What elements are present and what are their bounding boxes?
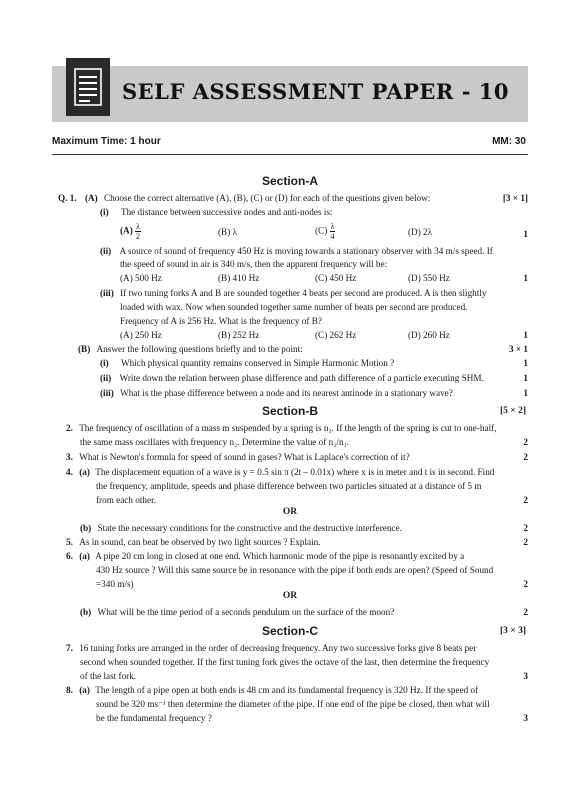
frac-a-num: λ: [136, 222, 140, 231]
section-b-marks: [5 × 2]: [500, 406, 526, 416]
paper-title: SELF ASSESSMENT PAPER - 10: [122, 79, 509, 104]
q1-b-iii-text: What is the phase difference between a node and its nearest antinode in a stationary wave?: [120, 388, 453, 398]
q7-label: 7.: [66, 643, 73, 653]
fraction-lambda-2: [135, 222, 141, 241]
q1-i-mark: 1: [523, 229, 528, 239]
q1-iii-label: (iii): [100, 288, 114, 298]
q1-ii-line2: the speed of sound in air is 340 m/s, then the apparent frequency will be:: [120, 259, 388, 269]
q1-iii-mark: 1: [523, 330, 528, 340]
q8a-text1: The length of a pipe open at both ends is 48 cm and its fundamental frequency is 320 Hz. If the speed of: [95, 685, 479, 695]
q5-mark: 2: [523, 537, 528, 547]
q1-iii-line3: Frequency of A is 256 Hz. What is the frequency of B?: [120, 316, 322, 326]
q3-line: [66, 451, 410, 463]
q3-text: What is Newton's formula for speed of sound in gases? What is Laplace's correction of it?: [79, 452, 410, 462]
q5-label: 5.: [66, 537, 73, 547]
q4a-line3: from each other.: [96, 495, 156, 505]
q3-label: 3.: [66, 452, 73, 462]
q1-iii-option-a: (A) 250 Hz: [120, 330, 162, 340]
q6a-mark: 2: [523, 579, 528, 589]
q1-iii-line2: loaded with wax. Now when sounded together same number of beats per second are produced.: [120, 302, 468, 312]
q1-i-text: The distance between successive nodes and anti-nodes is:: [120, 207, 333, 217]
q1-a-text: Choose the correct alternative (A), (B), (C) or (D) for each of the questions given below:: [104, 193, 431, 203]
section-b-title: Section-B: [261, 404, 318, 418]
q6a-line3: =340 m/s): [96, 579, 134, 589]
q1-b-ii-text: Write down the relation between phase difference and path difference of a particle executing SHM.: [119, 373, 484, 383]
q1-b-i-text: Which physical quantity remains conserved in Simple Harmonic Motion ?: [120, 358, 395, 368]
q1-iii-option-c: (C) 262 Hz: [315, 330, 357, 340]
or-divider-1: OR: [282, 507, 298, 517]
q1-ii-line1: [100, 245, 493, 257]
q7-mark: 3: [523, 671, 528, 681]
q4b-text: State the necessary conditions for the constructive and the destructive interference.: [97, 523, 402, 533]
q1-ii-option-a: (A) 500 Hz: [120, 273, 162, 283]
q4a-label: (a): [79, 467, 90, 477]
q1-ii-option-d: (D) 550 Hz: [408, 273, 450, 283]
q8a-line2: sound be 320 ms⁻¹ then determine the diameter of the pipe. If one end of the pipe be closed, then what will: [96, 699, 490, 709]
q4b-mark: 2: [523, 523, 528, 533]
q1-a-marks: [3 × 1]: [502, 193, 528, 203]
q1-b-ii-line: [100, 372, 484, 384]
q1-i-option-c: [315, 222, 335, 241]
q1-i-label: (i): [100, 207, 109, 217]
section-a-heading: [52, 174, 528, 188]
max-marks: MM: 30: [492, 136, 526, 147]
q2-label: 2.: [66, 423, 73, 433]
section-c-marks: [3 × 3]: [500, 626, 526, 636]
q1-b-marks: 3 × 1: [508, 344, 528, 354]
q1-ii-option-c: (C) 450 Hz: [315, 273, 357, 283]
q5-text: As in sound, can beat be observed by two light sources ? Explain.: [79, 537, 321, 547]
q1-label: Q. 1.: [58, 193, 77, 203]
q8a-line1: [66, 684, 478, 696]
q1-i-line: [100, 206, 332, 218]
frac-c-den: 4: [330, 232, 335, 241]
frac-c-num: λ: [330, 222, 335, 231]
q1-iii-option-d: (D) 260 Hz: [408, 330, 450, 340]
q1-ii-option-b: (B) 410 Hz: [218, 273, 260, 283]
q1-b-i-line: [100, 357, 394, 369]
q8a-line3: be the fundamental frequency ?: [96, 713, 212, 723]
q1-ii-mark: 1: [523, 273, 528, 283]
q1-b-label: (B): [78, 344, 91, 354]
section-c-heading: [52, 624, 528, 638]
fraction-lambda-4: [330, 222, 336, 241]
q8a-mark: 3: [523, 713, 528, 723]
q6a-text1: A pipe 20 cm long in closed at one end. Which harmonic mode of the pipe is resonantly excited by a: [95, 551, 465, 561]
q1-b-ii-mark: 1: [523, 373, 528, 383]
q1-b-iii-mark: 1: [523, 388, 528, 398]
q4-label: 4.: [66, 467, 73, 477]
opt-c-label: (C): [315, 225, 328, 236]
document-list-icon: [66, 58, 110, 116]
q6b-label: (b): [80, 607, 92, 617]
q4b-line: [80, 522, 402, 534]
section-b-heading: [52, 404, 528, 418]
q1-b-i-label: (i): [100, 358, 109, 368]
q1-b-iii-line: [100, 387, 453, 399]
q6a-line2: 430 Hz source ? Will this same source be in resonance with the pipe if both ends are open? (Speed of Sound: [96, 565, 494, 575]
q1-a-label: (A): [84, 193, 98, 203]
q7-line3: of the last fork.: [80, 671, 137, 681]
q7-text1: 16 tuning forks are arranged in the order of decreasing frequency. Any two successive forks give 8 beats per: [79, 643, 477, 653]
q8a-label: (a): [79, 685, 90, 695]
q5-line: [66, 536, 321, 548]
or-divider-2: OR: [282, 591, 298, 601]
q1-b-line: [78, 343, 303, 355]
max-time: Maximum Time: 1 hour: [52, 136, 161, 147]
q2-line2: the same mass oscillates with frequency n₂. Determine the value of n₂/n₁.: [80, 437, 350, 447]
q3-mark: 2: [523, 452, 528, 462]
q4a-line1: [66, 466, 494, 478]
opt-a-label: (A): [120, 225, 133, 236]
section-a-title: Section-A: [261, 174, 318, 188]
q1-b-iii-label: (iii): [100, 388, 114, 398]
q1-b-i-mark: 1: [523, 358, 528, 368]
q1-i-option-b: (B) λ: [218, 227, 237, 237]
q1-a-line: [58, 192, 430, 204]
paper-meta: [52, 136, 528, 155]
q6b-line: [80, 606, 394, 618]
q6a-line1: [66, 550, 464, 562]
q1-ii-label: (ii): [100, 246, 112, 256]
q2-line1: [66, 422, 497, 434]
q7-line1: [66, 642, 476, 654]
q1-iii-line1: [100, 287, 486, 299]
section-c-title: Section-C: [261, 624, 318, 638]
q1-ii-text1: A source of sound of frequency 450 Hz is moving towards a stationary observer with 34 m/s speed. If: [119, 246, 493, 256]
q6b-text: What will be the time period of a seconds pendulum on the surface of the moon?: [97, 607, 395, 617]
q1-b-ii-label: (ii): [100, 373, 112, 383]
q2-text1: The frequency of oscillation of a mass m suspended by a spring is n₁. If the length of the spring is cut to one-half,: [79, 423, 497, 433]
q1-iii-option-b: (B) 252 Hz: [218, 330, 260, 340]
q4a-text1: The displacement equation of a wave is y = 0.5 sin π (2t – 0.01x) where x is in meter and t is in second. Find: [95, 467, 495, 477]
q6b-mark: 2: [523, 607, 528, 617]
q1-i-option-d: (D) 2λ: [408, 227, 433, 237]
q8-label: 8.: [66, 685, 73, 695]
q6a-label: (a): [79, 551, 90, 561]
q7-line2: second when sounded together. If the first tuning fork gives the octave of the last, then determine the frequency: [80, 657, 490, 667]
q1-i-option-a: [120, 222, 141, 241]
title-banner: [52, 66, 528, 122]
q1-b-text: Answer the following questions briefly and to the point:: [96, 344, 303, 354]
q6-label: 6.: [66, 551, 73, 561]
q1-iii-text1: If two tuning forks A and B are sounded together 4 beats per second are produced. A is then slightly: [120, 288, 487, 298]
q4b-label: (b): [80, 523, 92, 533]
q4a-line2: the frequency, amplitude, speeds and phase difference between two particles situated at a distance of 5 m: [96, 481, 482, 491]
q4a-mark: 2: [523, 495, 528, 505]
frac-a-den: 2: [136, 232, 140, 241]
q2-mark: 2: [523, 437, 528, 447]
